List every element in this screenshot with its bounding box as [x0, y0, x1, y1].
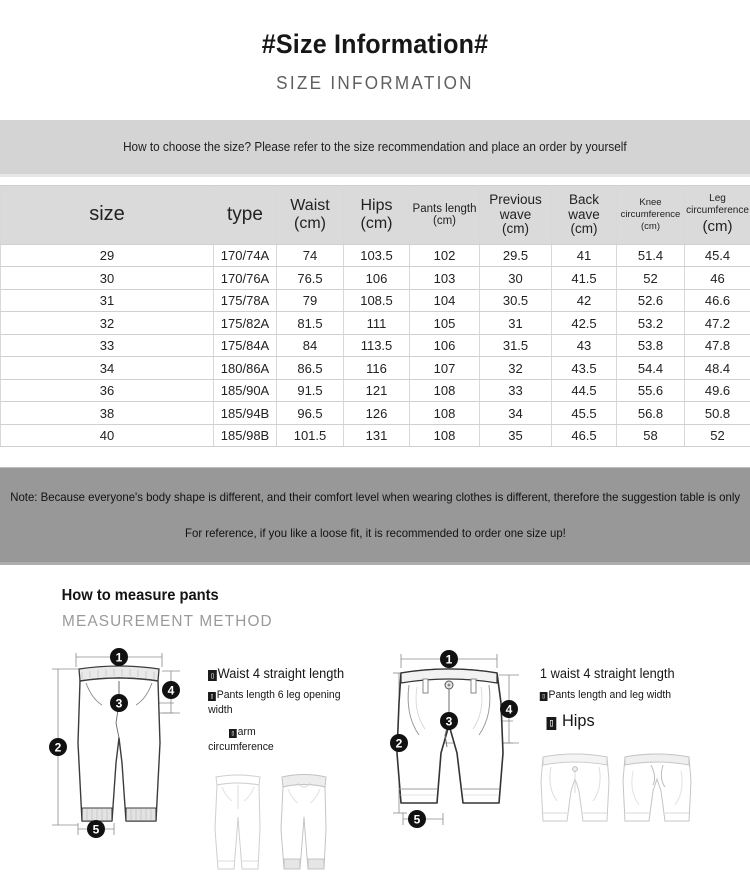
header-line-1: Knee	[639, 197, 662, 209]
cell-waist: 79	[277, 289, 344, 312]
cell-waist: 76.5	[277, 267, 344, 290]
table-row	[1, 334, 750, 357]
cell-type: 175/82A	[214, 312, 277, 335]
svg-text:3: 3	[445, 714, 453, 729]
cell-hips: 113.5	[344, 334, 410, 357]
pants-labels	[204, 643, 369, 884]
marker-4	[162, 681, 180, 699]
table-row	[1, 289, 750, 312]
shorts-thumbnail-pair	[535, 747, 695, 852]
cell-waist: 84	[277, 334, 344, 357]
marker-5	[408, 810, 426, 828]
cell-type: 185/90A	[214, 379, 277, 402]
column-header-waist: Waist (cm)	[277, 185, 344, 244]
note-banner	[0, 467, 750, 565]
svg-text:3: 3	[115, 696, 123, 711]
measurement-subtitle: MEASUREMENT METHOD	[62, 613, 273, 631]
cell-back_wave: 46.5	[552, 424, 617, 447]
marker-4	[500, 700, 518, 718]
column-header-type: type	[214, 185, 277, 244]
cell-pants_length: 107	[410, 357, 480, 380]
cell-waist: 91.5	[277, 379, 344, 402]
svg-text:5: 5	[92, 822, 100, 837]
intro-banner	[0, 120, 750, 177]
intro-text: How to choose the size? Please refer to the size recommendation and place an order by yourself	[123, 139, 627, 154]
cell-knee_circumference: 51.4	[617, 244, 685, 267]
cell-hips: 121	[344, 379, 410, 402]
cell-size: 34	[1, 357, 214, 380]
cell-pants_length: 108	[410, 379, 480, 402]
cell-hips: 126	[344, 402, 410, 425]
cell-hips: 103.5	[344, 244, 410, 267]
cell-type: 185/94B	[214, 402, 277, 425]
cell-type: 180/86A	[214, 357, 277, 380]
cell-pants_length: 103	[410, 267, 480, 290]
cell-hips: 116	[344, 357, 410, 380]
cell-waist: 81.5	[277, 312, 344, 335]
cell-hips: 108.5	[344, 289, 410, 312]
cell-size: 32	[1, 312, 214, 335]
cell-hips: 106	[344, 267, 410, 290]
column-header-size: size	[1, 185, 214, 244]
measurement-heading-group	[0, 587, 750, 631]
header-line-3: (cm)	[641, 220, 660, 232]
shorts-diagram	[385, 643, 535, 853]
pants-diagram	[34, 643, 204, 853]
cell-type: 185/98B	[214, 424, 277, 447]
cell-type: 170/74A	[214, 244, 277, 267]
pants-thumbnails	[204, 769, 369, 884]
cell-knee_circumference: 54.4	[617, 357, 685, 380]
cell-leg_circumference: 45.4	[685, 244, 750, 267]
header-line-2: (cm)	[502, 221, 529, 237]
pants-label-3: ▯ arm	[230, 726, 256, 739]
cell-back_wave: 45.5	[552, 402, 617, 425]
marker-1	[110, 648, 128, 666]
cell-size: 36	[1, 379, 214, 402]
diagram-row	[0, 643, 750, 884]
table-row	[1, 312, 750, 335]
cell-pants_length: 105	[410, 312, 480, 335]
cell-leg_circumference: 47.2	[685, 312, 750, 335]
header-line-1: Leg circumference	[686, 193, 749, 217]
cell-back_wave: 41	[552, 244, 617, 267]
cell-size: 38	[1, 402, 214, 425]
cell-knee_circumference: 52.6	[617, 289, 685, 312]
cell-type: 175/78A	[214, 289, 277, 312]
cell-leg_circumference: 50.8	[685, 402, 750, 425]
cell-knee_circumference: 56.8	[617, 402, 685, 425]
marker-2	[49, 738, 67, 756]
cell-back_wave: 43.5	[552, 357, 617, 380]
cell-waist: 96.5	[277, 402, 344, 425]
cell-type: 170/76A	[214, 267, 277, 290]
shorts-labels	[535, 643, 730, 852]
size-table-container	[0, 185, 750, 448]
cell-size: 40	[1, 424, 214, 447]
header-line-2: circumference	[620, 209, 681, 221]
table-row	[1, 357, 750, 380]
shorts-thumbnails	[535, 747, 730, 852]
marker-3	[440, 712, 458, 730]
missing-glyph-icon: ▯	[541, 692, 546, 701]
column-header-pants-length: Pants length (cm)	[410, 185, 480, 244]
svg-text:5: 5	[413, 812, 421, 827]
header-line-1: Back wave	[568, 191, 600, 222]
svg-text:2: 2	[395, 736, 403, 751]
measurement-title: How to measure pants	[61, 587, 219, 605]
column-header-back-wave	[552, 185, 617, 244]
note-line-1: Note: Because everyone's body shape is different, and their comfort level when wearing clothes is different, therefore the suggestion table is only	[10, 490, 740, 505]
cell-leg_circumference: 47.8	[685, 334, 750, 357]
marker-3	[110, 694, 128, 712]
cell-leg_circumference: 49.6	[685, 379, 750, 402]
cell-previous_wave: 33	[480, 379, 552, 402]
cell-back_wave: 42.5	[552, 312, 617, 335]
cell-leg_circumference: 46.6	[685, 289, 750, 312]
pants-thumbnail-pair	[204, 769, 344, 884]
cell-pants_length: 108	[410, 402, 480, 425]
page-header	[0, 0, 750, 95]
shorts-label-1: 1 waist 4 straight length	[539, 666, 675, 682]
cell-type: 175/84A	[214, 334, 277, 357]
column-header-hips: Hips (cm)	[344, 185, 410, 244]
cell-leg_circumference: 48.4	[685, 357, 750, 380]
table-row	[1, 424, 750, 447]
cell-previous_wave: 35	[480, 424, 552, 447]
cell-size: 30	[1, 267, 214, 290]
cell-pants_length: 104	[410, 289, 480, 312]
cell-previous_wave: 32	[480, 357, 552, 380]
cell-back_wave: 42	[552, 289, 617, 312]
missing-glyph-icon: ▯	[548, 716, 555, 729]
size-table	[0, 185, 750, 448]
cell-previous_wave: 30	[480, 267, 552, 290]
table-header-row	[1, 185, 750, 244]
missing-glyph-icon: ▯	[210, 669, 215, 680]
pants-measurement-block	[34, 643, 369, 884]
header-line-1: Previous wave	[489, 191, 542, 222]
cell-size: 33	[1, 334, 214, 357]
svg-text:4: 4	[167, 683, 175, 698]
table-row	[1, 267, 750, 290]
marker-1	[440, 650, 458, 668]
cell-back_wave: 44.5	[552, 379, 617, 402]
table-row	[1, 244, 750, 267]
svg-text:2: 2	[54, 740, 62, 755]
column-header-previous-wave	[480, 185, 552, 244]
shorts-label-3: ▯ Hips	[548, 711, 595, 731]
cell-waist: 86.5	[277, 357, 344, 380]
marker-2	[390, 734, 408, 752]
pants-label-1: ▯ Waist 4 straight length	[210, 666, 345, 682]
svg-text:1: 1	[445, 652, 453, 667]
shorts-technical-drawing	[385, 643, 535, 848]
page-title: #Size Information#	[261, 29, 489, 59]
page-subtitle: SIZE INFORMATION	[276, 73, 474, 94]
header-line-2: (cm)	[702, 218, 733, 236]
cell-previous_wave: 29.5	[480, 244, 552, 267]
cell-previous_wave: 30.5	[480, 289, 552, 312]
cell-knee_circumference: 53.2	[617, 312, 685, 335]
table-row	[1, 402, 750, 425]
missing-glyph-icon: ▯	[230, 728, 235, 737]
cell-previous_wave: 31.5	[480, 334, 552, 357]
cell-hips: 131	[344, 424, 410, 447]
table-body	[1, 244, 750, 447]
cell-back_wave: 43	[552, 334, 617, 357]
missing-glyph-icon: ▯	[210, 692, 214, 701]
svg-text:4: 4	[505, 702, 513, 717]
cell-pants_length: 108	[410, 424, 480, 447]
column-header-knee-circumference	[617, 185, 685, 244]
marker-5	[87, 820, 105, 838]
note-line-2: For reference, if you like a loose fit, it is recommended to order one size up!	[184, 526, 566, 541]
shorts-label-2: ▯ Pants length and leg width	[541, 689, 672, 702]
shorts-measurement-block	[385, 643, 730, 884]
cell-waist: 74	[277, 244, 344, 267]
cell-hips: 111	[344, 312, 410, 335]
cell-waist: 101.5	[277, 424, 344, 447]
cell-knee_circumference: 52	[617, 267, 685, 290]
cell-knee_circumference: 55.6	[617, 379, 685, 402]
cell-previous_wave: 31	[480, 312, 552, 335]
svg-text:1: 1	[115, 650, 123, 665]
cell-pants_length: 106	[410, 334, 480, 357]
cell-previous_wave: 34	[480, 402, 552, 425]
cell-pants_length: 102	[410, 244, 480, 267]
pants-label-2: ▯ Pants length 6 leg opening width	[208, 689, 341, 717]
measurement-section	[0, 565, 750, 883]
cell-back_wave: 41.5	[552, 267, 617, 290]
cell-knee_circumference: 58	[617, 424, 685, 447]
cell-size: 31	[1, 289, 214, 312]
cell-knee_circumference: 53.8	[617, 334, 685, 357]
cell-leg_circumference: 52	[685, 424, 750, 447]
table-row	[1, 379, 750, 402]
pants-label-3-cont: circumference	[208, 741, 274, 754]
cell-leg_circumference: 46	[685, 267, 750, 290]
pants-technical-drawing	[34, 643, 204, 848]
header-line-2: (cm)	[570, 221, 598, 237]
column-header-leg-circumference	[685, 185, 750, 244]
cell-size: 29	[1, 244, 214, 267]
